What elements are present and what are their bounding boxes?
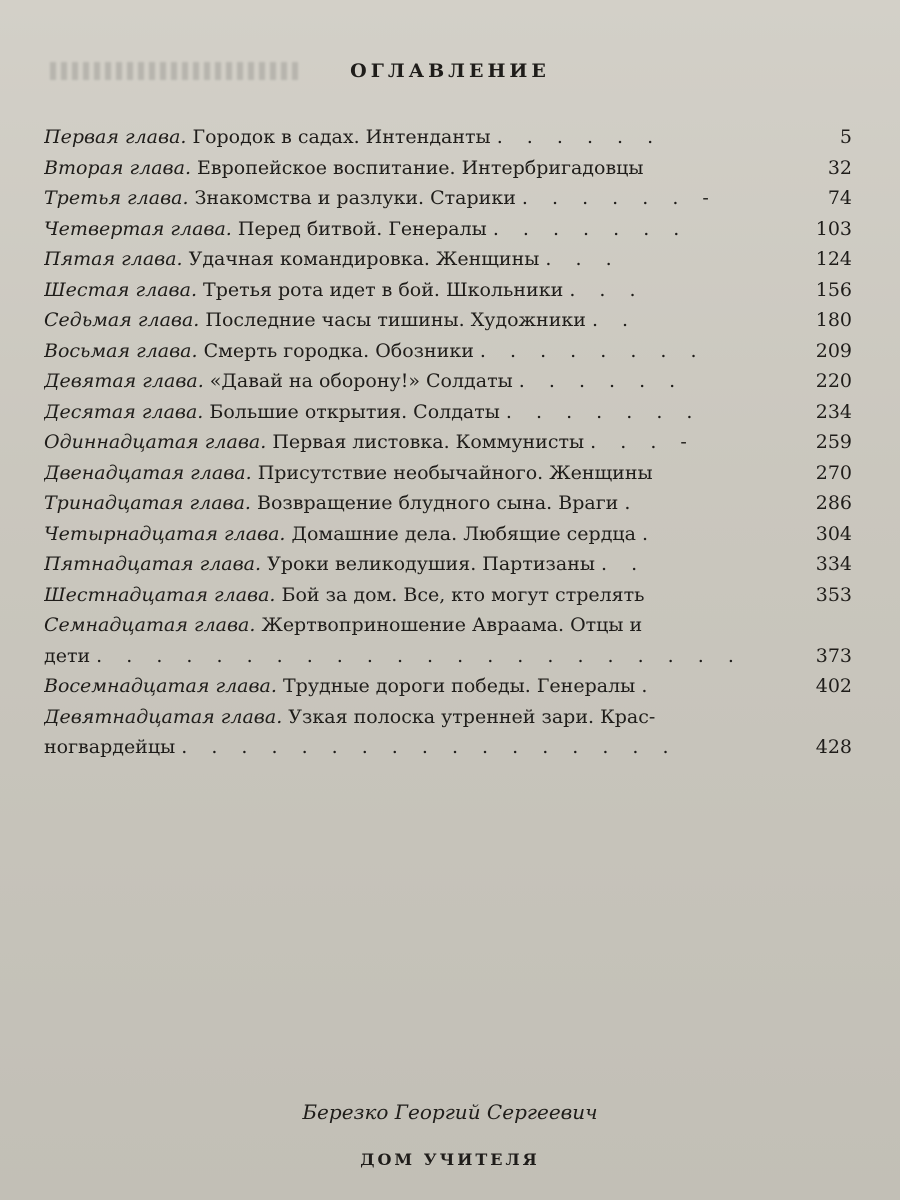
- toc-entry: [44, 244, 852, 275]
- chapter-title: Большие открытия. Солдаты: [209, 400, 500, 423]
- chapter-title: Возвращение блудного сына. Враги: [257, 492, 619, 514]
- chapter-title-continuation: дети: [44, 644, 91, 667]
- toc-entry: [44, 275, 852, 306]
- toc-entry-text: [44, 427, 804, 458]
- toc-entry-text: [44, 275, 804, 306]
- page-number: 402: [815, 675, 852, 697]
- leader-dots: . . . . . .: [496, 126, 663, 148]
- chapter-title: Городок в садах. Интенданты: [192, 126, 491, 148]
- leader-dots: . . . . . . . . . . . . . . . . .: [181, 736, 678, 758]
- page-number: 209: [815, 339, 852, 362]
- toc-entry-text: [44, 244, 804, 275]
- page-number: 270: [815, 461, 852, 484]
- toc-entry-text: [44, 488, 804, 519]
- page-number: 334: [815, 553, 852, 575]
- toc-entry-text: [44, 336, 804, 367]
- chapter-label: Шестая глава.: [44, 278, 197, 301]
- toc-entry: [44, 153, 852, 184]
- chapter-title: Узкая полоска утренней зари. Крас-: [288, 705, 656, 728]
- chapter-title: Европейское воспитание. Интербригадовцы: [197, 156, 644, 179]
- toc-entry-continuation: [44, 732, 804, 763]
- chapter-title: Последние часы тишины. Художники: [205, 309, 586, 331]
- toc-entry-text: [44, 702, 804, 733]
- chapter-label: Семнадцатая глава.: [44, 614, 256, 636]
- chapter-title: Удачная командировка. Женщины: [188, 248, 540, 270]
- toc-entry: [44, 702, 852, 763]
- chapter-label: Восемнадцатая глава.: [44, 675, 277, 697]
- page-number: 124: [815, 248, 852, 270]
- page-number: 428: [815, 736, 852, 758]
- chapter-label: Четырнадцатая глава.: [44, 522, 286, 545]
- page-number: 103: [815, 217, 852, 240]
- chapter-label: Четвертая глава.: [44, 217, 232, 240]
- toc-entry-text: [44, 519, 804, 550]
- page-title: ОГЛАВЛЕНИЕ: [350, 60, 550, 82]
- chapter-label: Шестнадцатая глава.: [44, 583, 276, 606]
- toc-entry-text: [44, 366, 804, 397]
- table-of-contents: [44, 122, 852, 763]
- toc-entry: [44, 519, 852, 550]
- leader-dots: .: [624, 492, 640, 514]
- chapter-title: Уроки великодушия. Партизаны: [267, 553, 595, 575]
- chapter-label: Пятая глава.: [44, 248, 183, 270]
- toc-entry: [44, 580, 852, 611]
- toc-entry-text: [44, 458, 804, 489]
- toc-entry: [44, 397, 852, 428]
- leader-dots: . . . . . . . .: [479, 339, 706, 362]
- chapter-label: Восьмая глава.: [44, 339, 198, 362]
- toc-entry: [44, 488, 852, 519]
- page-number: 286: [815, 492, 852, 514]
- toc-entry-text: [44, 580, 804, 611]
- chapter-title: Смерть городка. Обозники: [203, 339, 474, 362]
- page-number: 74: [827, 187, 852, 209]
- toc-entry: [44, 427, 852, 458]
- chapter-label: Тринадцатая глава.: [44, 492, 251, 514]
- chapter-title: Первая листовка. Коммунисты: [272, 431, 585, 453]
- toc-entry-text: [44, 549, 804, 580]
- chapter-label: Девятнадцатая глава.: [44, 705, 283, 728]
- leader-dots: . . .: [545, 248, 621, 270]
- toc-entry: [44, 336, 852, 367]
- toc-entry: [44, 366, 852, 397]
- author-name: Березко Георгий Сергеевич: [302, 1100, 598, 1124]
- chapter-label: Третья глава.: [44, 187, 189, 209]
- toc-entry: [44, 671, 852, 702]
- leader-dots: . . .: [569, 278, 645, 301]
- toc-entry: [44, 305, 852, 336]
- leader-dots: . . . . . . -: [521, 187, 718, 209]
- page-number: 373: [815, 644, 852, 667]
- leader-dots: .: [642, 522, 658, 545]
- chapter-title: Домашние дела. Любящие сердца: [291, 522, 636, 545]
- page-number: 304: [815, 522, 852, 545]
- chapter-label: Десятая глава.: [44, 400, 204, 423]
- page-number: 180: [815, 309, 852, 331]
- toc-entry-text: [44, 671, 804, 702]
- chapter-title: Жертвоприношение Авраама. Отцы и: [261, 614, 643, 636]
- chapter-title: Присутствие необычайного. Женщины: [257, 461, 653, 484]
- toc-entry: [44, 122, 852, 153]
- toc-entry-text: [44, 122, 804, 153]
- toc-entry-text: [44, 305, 804, 336]
- toc-entry-text: [44, 397, 804, 428]
- publisher-name: ДОМ УЧИТЕЛЯ: [360, 1150, 540, 1169]
- page-number: 353: [815, 583, 852, 606]
- toc-entry-continuation: [44, 641, 804, 672]
- leader-dots: . . . . . .: [518, 370, 685, 392]
- page-number: 259: [815, 431, 852, 453]
- toc-entry-text: [44, 153, 804, 184]
- chapter-label: Седьмая глава.: [44, 309, 200, 331]
- page-number: 32: [827, 156, 852, 179]
- chapter-label: Девятая глава.: [44, 370, 204, 392]
- chapter-title: Перед битвой. Генералы: [237, 217, 487, 240]
- chapter-label: Вторая глава.: [44, 156, 191, 179]
- leader-dots: . .: [591, 309, 638, 331]
- leader-dots: .: [641, 675, 657, 697]
- chapter-title: Бой за дом. Все, кто могут стрелять: [281, 583, 645, 606]
- chapter-label: Пятнадцатая глава.: [44, 553, 262, 575]
- chapter-label: Первая глава.: [44, 126, 187, 148]
- toc-entry-text: [44, 610, 804, 641]
- chapter-title: «Давай на оборону!» Солдаты: [209, 370, 513, 392]
- toc-entry-text: [44, 214, 804, 245]
- chapter-title: Третья рота идет в бой. Школьники: [203, 278, 564, 301]
- leader-dots: . .: [601, 553, 647, 575]
- toc-entry: [44, 610, 852, 671]
- leader-dots: . . . . . . .: [492, 217, 689, 240]
- chapter-title-continuation: ногвардейцы: [44, 736, 176, 758]
- chapter-label: Одиннадцатая глава.: [44, 431, 267, 453]
- leader-dots: . . . -: [590, 431, 696, 453]
- toc-entry: [44, 214, 852, 245]
- leader-dots: . . . . . . . . . . . . . . . . . . . . . .: [96, 644, 743, 667]
- toc-entry: [44, 549, 852, 580]
- page-number: 220: [815, 370, 852, 392]
- page-number: 234: [815, 400, 852, 423]
- leader-dots: . . . . . . .: [505, 400, 702, 423]
- chapter-title: Знакомства и разлуки. Старики: [194, 187, 516, 209]
- chapter-label: Двенадцатая глава.: [44, 461, 252, 484]
- page-number: 156: [815, 278, 852, 301]
- toc-entry-text: [44, 183, 804, 214]
- chapter-title: Трудные дороги победы. Генералы: [282, 675, 636, 697]
- toc-entry: [44, 458, 852, 489]
- toc-entry: [44, 183, 852, 214]
- page-number: 5: [839, 126, 852, 148]
